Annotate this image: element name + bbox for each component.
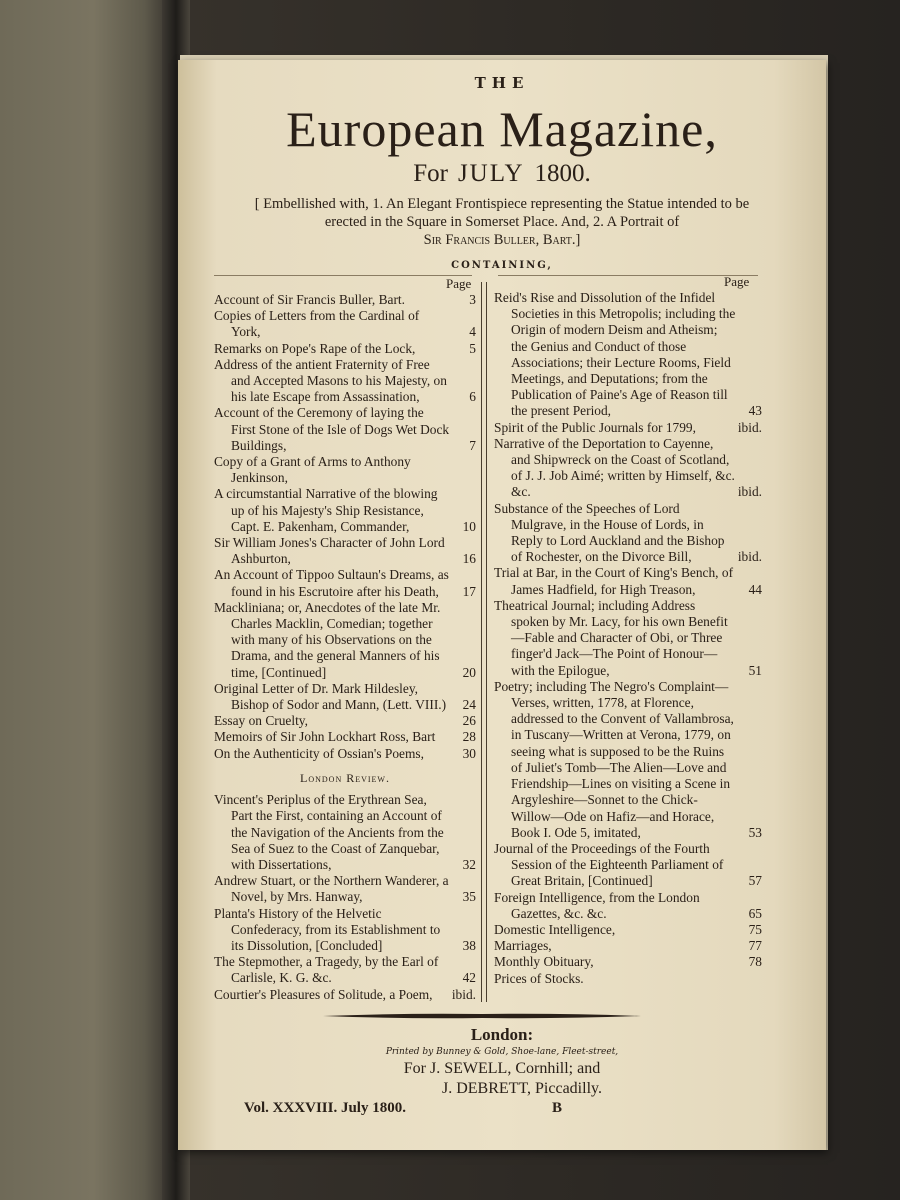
toc-entry-title: Poetry; including The Negro's Complaint—Verses, written, 1778, at Florence, addressed to the Convent of Vallambrosa, in Tuscany—Written at Verona, 1779, on seeing what is supposed to be the Ruins of Juliet's Tomb—The Alien—Love and Friendship—Lines on visiting a Scene in Argyleshire—Sonnet to the Chick-Willow—Ode on Hafiz—and Horace, Book I. Ode 5, imitated, xyxy=(494,678,734,840)
toc-entry xyxy=(494,938,762,954)
toc-entry-title: Account of the Ceremony of laying the First Stone of the Isle of Dogs Wet Dock Buildings, xyxy=(214,405,450,453)
toc-entry xyxy=(494,890,762,922)
toc-entry xyxy=(214,292,476,308)
toc-entry-page: 4 xyxy=(469,324,476,340)
toc-entry xyxy=(214,454,476,486)
toc-entry-page: 28 xyxy=(462,729,476,745)
for-word: For xyxy=(413,160,448,187)
toc-entry-title: Reid's Rise and Dissolution of the Infidel Societies in this Metropolis; including the Origin of modern Deism and Atheism; the Genius and Conduct of those Associations; their Lecture Rooms, Field Meetings, and Deputations; from the Publication of Paine's Age of Reason till the present Period, xyxy=(494,290,736,419)
toc-entry-title: Journal of the Proceedings of the Fourth Session of the Eighteenth Parliament of Great Britain, [Continued] xyxy=(494,840,724,889)
toc-entry xyxy=(494,420,762,436)
toc-list xyxy=(214,292,476,762)
london-review-heading: London Review. xyxy=(300,770,390,785)
toc-entry xyxy=(494,922,762,938)
toc-entry xyxy=(214,746,476,762)
toc-entry-title: Essay on Cruelty, xyxy=(214,713,308,729)
toc-entry xyxy=(494,679,762,841)
embellishment-line: [ Embellished with, 1. An Elegant Frontispiece representing the Statue intended to be xyxy=(254,196,750,212)
toc-entry-page: 42 xyxy=(462,970,476,986)
toc-entry-title: Vincent's Periplus of the Erythrean Sea, Part the First, containing an Account of the Navigation of the Ancients from the Sea of Suez to the Coast of Zanquebar, with Dissertations, xyxy=(214,792,444,872)
toc-entry-title: The Stepmother, a Tragedy, by the Earl of Carlisle, K. G. &c. xyxy=(214,954,439,986)
magazine-title: European Magazine, xyxy=(286,101,718,157)
issue-line xyxy=(178,160,826,188)
containing-heading: CONTAINING, xyxy=(451,260,553,271)
toc-entry-page: ibid. xyxy=(737,484,762,500)
toc-entry xyxy=(214,357,476,406)
toc-entry-page: 38 xyxy=(462,937,476,953)
toc-entry xyxy=(214,729,476,745)
toc-entry xyxy=(214,600,476,681)
toc-entry xyxy=(214,873,476,905)
toc-entry-title: Andrew Stuart, or the Northern Wanderer, a Novel, by Mrs. Hanway, xyxy=(214,873,449,905)
toc-entry-page: 6 xyxy=(469,389,476,405)
toc-entry-title: Monthly Obituary, xyxy=(494,954,594,970)
toc-entry-title: Planta's History of the Helvetic Confederacy, from its Establishment to its Dissolution, [Concluded] xyxy=(214,905,441,953)
publisher-line: For J. SEWELL, Cornhill; and xyxy=(403,1060,601,1077)
toc-entry xyxy=(214,681,476,713)
toc-entry-page: 65 xyxy=(748,905,762,921)
toc-entry xyxy=(494,501,762,566)
toc-entry xyxy=(214,792,476,873)
toc-entry-title: Sir William Jones's Character of John Lord Ashburton, xyxy=(214,535,445,567)
toc-entry-title: Remarks on Pope's Rape of the Lock, xyxy=(214,340,416,356)
toc-entry xyxy=(214,906,476,955)
toc-entry xyxy=(214,987,476,1003)
toc-entry-title: Copy of a Grant of Arms to Anthony Jenkinson, xyxy=(214,454,411,486)
toc-entry-title: Trial at Bar, in the Court of King's Bench, of James Hadfield, for High Treason, xyxy=(494,565,734,597)
toc-entry xyxy=(214,308,476,340)
toc-entry-title: Account of Sir Francis Buller, Bart. xyxy=(214,292,405,307)
toc-entry-page: 5 xyxy=(469,340,476,356)
toc-entry-title: Foreign Intelligence, from the London Gazettes, &c. &c. xyxy=(494,889,700,921)
toc-entry-page: 53 xyxy=(748,824,762,840)
toc-entry xyxy=(494,565,762,597)
page-column-label: Page xyxy=(724,274,750,289)
toc-entry-page: 43 xyxy=(748,403,762,419)
issue-year: 1800. xyxy=(534,160,591,187)
toc-entry-title: Substance of the Speeches of Lord Mulgrave, in the House of Lords, in Reply to Lord Auckland and the Bishop of Rochester, on the Divorce Bill, xyxy=(494,500,725,565)
toc-entry-page: 16 xyxy=(462,551,476,567)
toc-right-column xyxy=(494,290,762,987)
toc-entry xyxy=(494,971,762,987)
toc-entry-page: 17 xyxy=(462,583,476,599)
toc-entry-page: 57 xyxy=(748,873,762,889)
ornament-rule xyxy=(323,1012,641,1020)
toc-entry-title: Original Letter of Dr. Mark Hildesley, Bishop of Sodor and Mann, (Lett. VIII.) xyxy=(214,680,447,713)
toc-entry-page: 32 xyxy=(462,856,476,872)
toc-entry-page: 51 xyxy=(748,662,762,678)
embellishment-line: erected in the Square in Somerset Place. And, 2. A Portrait of xyxy=(324,214,680,230)
toc-entry-page: 44 xyxy=(748,581,762,597)
toc-entry-page: ibid. xyxy=(451,986,476,1002)
toc-entry-page: 20 xyxy=(462,664,476,680)
toc-entry xyxy=(214,405,476,454)
left-page-edge xyxy=(0,0,170,1200)
toc-entry-title: A circumstantial Narrative of the blowing up of his Majesty's Ship Resistance, Capt. E. Pakenham, Commander, xyxy=(214,486,438,534)
toc-list xyxy=(214,792,476,1003)
toc-entry-title: Narrative of the Deportation to Cayenne, and Shipwreck on the Coast of Scotland, of J. J. Job Aimé; written by Himself, &c. &c. xyxy=(494,435,735,500)
toc-entry xyxy=(214,341,476,357)
column-rule xyxy=(498,275,758,276)
volume-line: Vol. XXXVIII. July 1800. xyxy=(244,1100,406,1116)
column-divider xyxy=(486,282,487,1002)
toc-entry-title: Memoirs of Sir John Lockhart Ross, Bart xyxy=(214,729,436,745)
magazine-page xyxy=(178,60,826,1150)
toc-entry-title: On the Authenticity of Ossian's Poems, xyxy=(214,745,424,761)
toc-entry-title: Prices of Stocks. xyxy=(494,970,584,986)
toc-list xyxy=(494,290,762,987)
toc-entry xyxy=(494,954,762,970)
issue-month: JULY xyxy=(457,160,525,187)
toc-entry-title: Marriages, xyxy=(494,938,552,954)
toc-entry-title: Theatrical Journal; including Address spoken by Mr. Lacy, for his own Benefit—Fable and Character of Obi, or Three finger'd Jack—The Point of Honour—with the Epilogue, xyxy=(494,597,728,678)
toc-entry-page: 35 xyxy=(462,889,476,905)
toc-entry xyxy=(494,290,762,420)
embellishment-line: Sir Francis Buller, Bart.] xyxy=(423,232,581,248)
toc-entry-page: 77 xyxy=(748,938,762,954)
toc-entry-page: 3 xyxy=(469,292,476,307)
toc-entry xyxy=(494,436,762,501)
toc-entry xyxy=(214,567,476,599)
imprint-london: London: xyxy=(470,1025,534,1044)
toc-entry-page: 75 xyxy=(748,921,762,937)
toc-entry xyxy=(494,598,762,679)
toc-entry-page: 7 xyxy=(469,437,476,453)
printer-line: Printed by Bunney & Gold, Shoe-lane, Fleet-street, xyxy=(385,1047,619,1057)
the-word: THE xyxy=(474,74,530,92)
toc-entry xyxy=(494,841,762,890)
toc-entry-page: 24 xyxy=(462,697,476,713)
signature-mark: B xyxy=(552,1100,563,1116)
toc-entry-title: Copies of Letters from the Cardinal of York, xyxy=(214,308,420,340)
toc-entry-page: 78 xyxy=(748,954,762,970)
toc-entry xyxy=(214,713,476,729)
toc-entry-page: 10 xyxy=(462,518,476,534)
toc-entry-title: Courtier's Pleasures of Solitude, a Poem, xyxy=(214,986,433,1002)
toc-entry-page: 26 xyxy=(462,713,476,729)
toc-entry xyxy=(214,486,476,535)
toc-entry xyxy=(214,954,476,986)
toc-entry-title: Mackliniana; or, Anecdotes of the late Mr. Charles Macklin, Comedian; together with many of his Observations on the Drama, and the general Manners of his time, [Continued] xyxy=(214,599,441,680)
column-divider xyxy=(481,282,482,1002)
column-rule xyxy=(214,275,472,276)
toc-entry-title: Spirit of the Public Journals for 1799, xyxy=(494,419,696,435)
toc-entry-page: 30 xyxy=(462,745,476,761)
toc-entry-title: An Account of Tippoo Sultaun's Dreams, as found in his Escrutoire after his Death, xyxy=(214,567,449,599)
toc-left-column xyxy=(214,292,476,1003)
toc-entry xyxy=(214,535,476,567)
toc-entry-title: Domestic Intelligence, xyxy=(494,921,616,937)
toc-entry-title: Address of the antient Fraternity of Free and Accepted Masons to his Majesty, on his late Escape from Assassination, xyxy=(214,356,447,405)
toc-entry-page: ibid. xyxy=(737,419,762,435)
toc-entry-page: ibid. xyxy=(737,549,762,565)
page-column-label: Page xyxy=(446,276,472,291)
publisher-line: J. DEBRETT, Piccadilly. xyxy=(442,1080,602,1097)
